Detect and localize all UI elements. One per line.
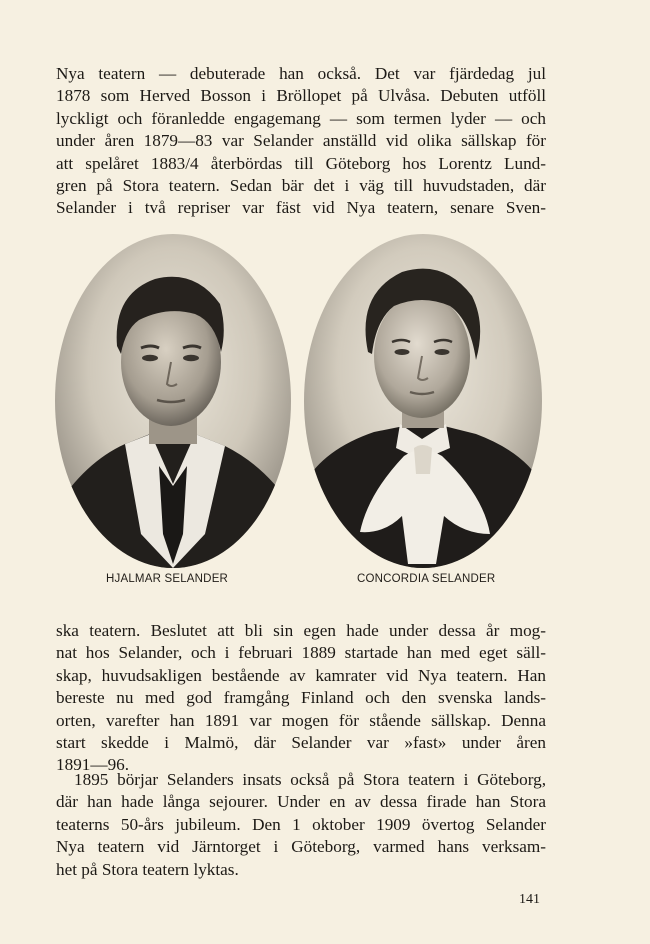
- text-line: under åren 1879—83 var Selander anställd vid olika sällskap för: [56, 131, 546, 151]
- text-line: att spelåret 1883/4 återbördas till Göteborg hos Lorentz Lund-: [56, 153, 546, 173]
- text-line: Nya teatern vid Järntorget i Göteborg, varmed hans verksam-: [56, 837, 546, 857]
- portrait-photo-concordia-selander: [304, 234, 542, 568]
- text-line: teaterns 50-års jubileum. Den 1 oktober 1909 övertog Selander: [56, 814, 546, 834]
- portrait-photo-hjalmar-selander: [55, 234, 291, 568]
- text-line: 1895 börjar Selanders insats också på Stora teatern i Göteborg,: [74, 770, 546, 789]
- text-line: het på Stora teatern lyktas.: [56, 859, 239, 879]
- text-line: gren på Stora teatern. Sedan bär det i väg till huvudstaden, där: [56, 176, 546, 196]
- portrait-image: [304, 234, 542, 568]
- text-line: ska teatern. Beslutet att bli sin egen hade under dessa år mog-: [56, 621, 546, 640]
- text-line: 1891—96.: [56, 755, 130, 775]
- caption-concordia-selander: CONCORDIA SELANDER: [357, 573, 496, 585]
- body-paragraph-third: [56, 769, 546, 881]
- text-line: 1878 som Herved Bosson i Bröllopet på Ulvåsa. Debuten utföll: [56, 86, 546, 106]
- page-number: 141: [519, 892, 540, 907]
- portrait-image: [55, 234, 291, 568]
- caption-hjalmar-selander: HJALMAR SELANDER: [106, 573, 229, 585]
- text-line: där han hade långa sejourer. Under en av dessa firade han Stora: [56, 792, 546, 812]
- text-line: bereste nu med god framgång Finland och den svenska lands-: [56, 688, 546, 708]
- body-paragraph-bottom: [56, 620, 546, 777]
- text-line: lyckligt och föranledde engagemang — som termen lyder — och: [56, 108, 546, 128]
- text-line: Selander i två repriser var fäst vid Nya teatern, senare Sven-: [56, 198, 546, 218]
- text-line: start skedde i Malmö, där Selander var »fast» under åren: [56, 733, 546, 753]
- body-paragraph-top: [56, 63, 546, 220]
- text-line: orten, varefter han 1891 var mogen för stående sällskap. Denna: [56, 710, 546, 730]
- text-line: skap, huvudsakligen bestående av kamrater vid Nya teatern. Han: [56, 665, 546, 685]
- text-line: nat hos Selander, och i februari 1889 startade han med eget säll-: [56, 643, 546, 663]
- text-line: Nya teatern — debuterade han också. Det var fjärdedag jul: [56, 64, 546, 83]
